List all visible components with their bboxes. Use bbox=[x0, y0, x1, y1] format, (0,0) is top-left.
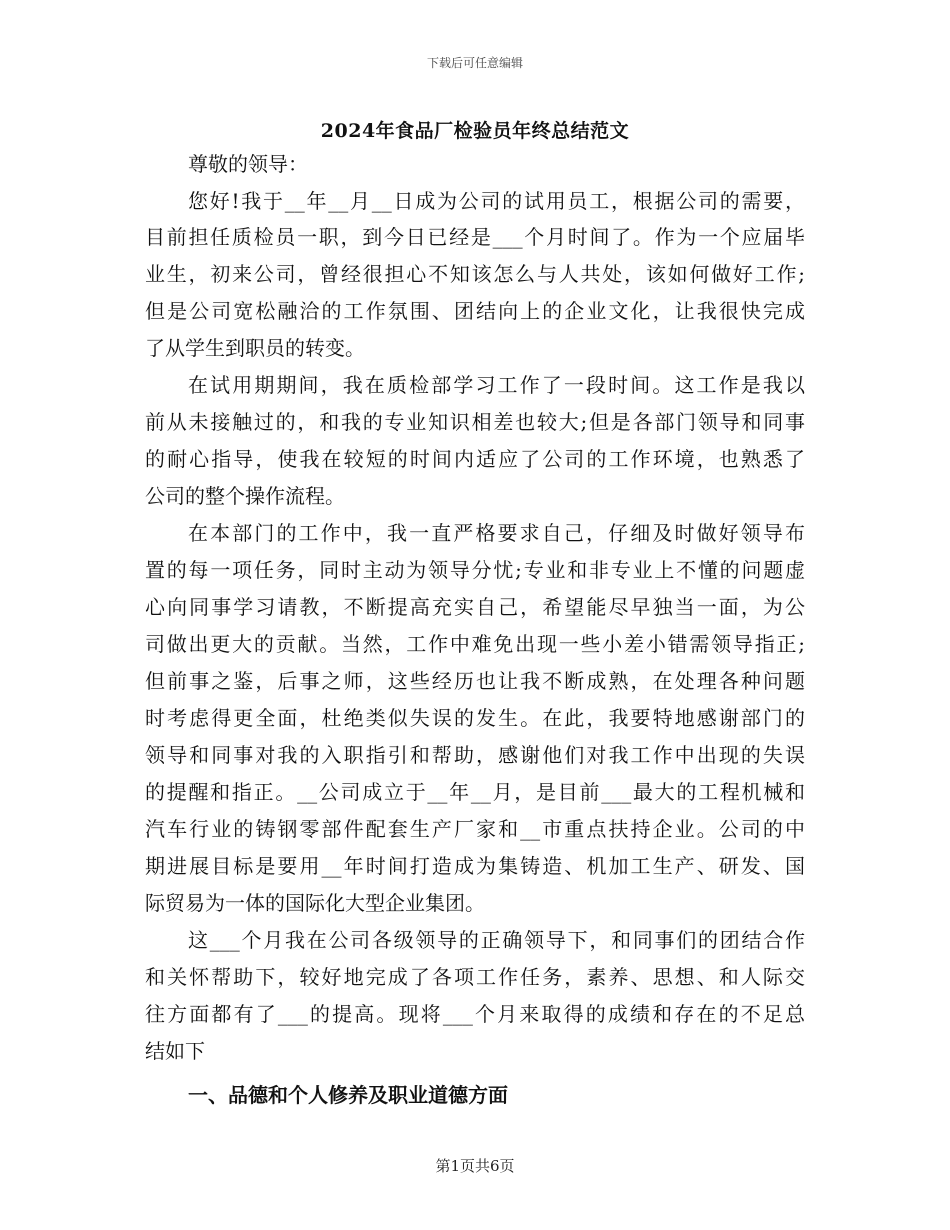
paragraph-2-line-4: 公司的整个操作流程。 bbox=[145, 484, 345, 508]
paragraph-3-line-7: 领导和同事对我的入职指引和帮助，感谢他们对我工作中出现的失误 bbox=[145, 743, 805, 767]
paragraph-4-line-4: 结如下 bbox=[145, 1039, 205, 1063]
paragraph-1-line-2: 目前担任质检员一职，到今日已经是___个月时间了。作为一个应届毕 bbox=[145, 225, 805, 249]
paragraph-4-line-1: 这___个月我在公司各级领导的正确领导下，和同事们的团结合作 bbox=[188, 928, 805, 952]
paragraph-3-line-9: 汽车行业的铸钢零部件配套生产厂家和__市重点扶持企业。公司的中 bbox=[145, 817, 805, 841]
paragraph-3-line-2: 置的每一项任务，同时主动为领导分忧;专业和非专业上不懂的问题虚 bbox=[145, 558, 805, 582]
header-note: 下载后可任意编辑 bbox=[426, 56, 523, 70]
paragraph-3-line-5: 但前事之鉴，后事之师，这些经历也让我不断成熟，在处理各种问题 bbox=[145, 669, 805, 693]
page-number: 第1页共6页 bbox=[435, 1157, 515, 1175]
document-title: 2024年食品厂检验员年终总结范文 bbox=[320, 120, 630, 142]
paragraph-3-line-6: 时考虑得更全面，杜绝类似失误的发生。在此，我要特地感谢部门的 bbox=[145, 706, 805, 730]
paragraph-2-line-1: 在试用期期间，我在质检部学习工作了一段时间。这工作是我以 bbox=[188, 373, 805, 397]
section-heading: 一、品德和个人修养及职业道德方面 bbox=[188, 1083, 508, 1107]
salutation: 尊敬的领导： bbox=[188, 152, 308, 176]
paragraph-4-line-3: 往方面都有了___的提高。现将___个月来取得的成绩和存在的不足总 bbox=[145, 1002, 805, 1026]
paragraph-1-line-4: 但是公司宽松融洽的工作氛围、团结向上的企业文化，让我很快完成 bbox=[145, 299, 805, 323]
paragraph-1-line-5: 了从学生到职员的转变。 bbox=[145, 336, 365, 360]
paragraph-2-line-3: 的耐心指导，使我在较短的时间内适应了公司的工作环境，也熟悉了 bbox=[145, 447, 805, 471]
paragraph-1-line-3: 业生，初来公司，曾经很担心不知该怎么与人共处，该如何做好工作; bbox=[145, 262, 805, 286]
paragraph-3-line-4: 司做出更大的贡献。当然，工作中难免出现一些小差小错需领导指正; bbox=[145, 632, 805, 656]
paragraph-3-line-1: 在本部门的工作中，我一直严格要求自己，仔细及时做好领导布 bbox=[188, 521, 805, 545]
paragraph-3-line-10: 期进展目标是要用__年时间打造成为集铸造、机加工生产、研发、国 bbox=[145, 854, 805, 878]
paragraph-3-line-3: 心向同事学习请教，不断提高充实自己，希望能尽早独当一面，为公 bbox=[145, 595, 805, 619]
paragraph-3-line-11: 际贸易为一体的国际化大型企业集团。 bbox=[145, 891, 485, 915]
paragraph-4-line-2: 和关怀帮助下，较好地完成了各项工作任务，素养、思想、和人际交 bbox=[145, 965, 805, 989]
paragraph-2-line-2: 前从未接触过的，和我的专业知识相差也较大;但是各部门领导和同事 bbox=[145, 410, 805, 434]
paragraph-3-line-8: 的提醒和指正。__公司成立于__年__月，是目前___最大的工程机械和 bbox=[145, 780, 805, 804]
paragraph-1-line-1: 您好!我于__年__月__日成为公司的试用员工，根据公司的需要， bbox=[188, 189, 805, 213]
